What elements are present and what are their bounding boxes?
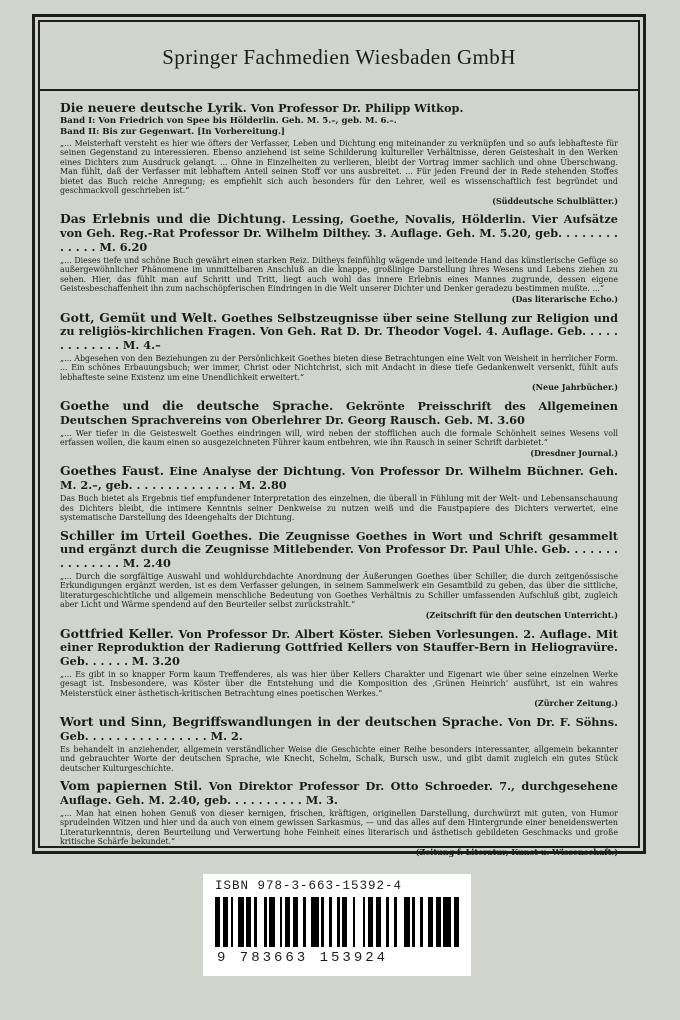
- book-heading: [60, 100, 618, 116]
- review-source: (Zürcher Zeitung.): [534, 698, 618, 709]
- book-entry: [60, 714, 618, 773]
- book-entry: [60, 778, 618, 857]
- review-quote: „... Dieses tiefe und schöne Buch gewährt einen starken Reiz. Diltheys feinfühlig wägende und leitende Hand das künstlerische Gefüge so außergewöhnlicher Phänomene im unmittelbaren Anschluß an die knappe, großlinige Darstellung ihres Wesens und Lebens ziehen zu sehen. Hier, das fühlt man auf Schritt und Tritt, liegt auch wohl das innere Erlebnis eines Mannes zugrunde, dessen eigene Geistesbeschaffenheit ihn zum nachschöpferischen Eindringen in die Welt unserer Dichter und Denker geradezu bestimmen mußte. ...“: [60, 255, 618, 294]
- book-title: Gott, Gemüt und Welt.: [60, 309, 218, 325]
- book-title: Schiller im Urteil Goethes.: [60, 527, 253, 543]
- book-title: Die neuere deutsche Lyrik.: [60, 100, 247, 115]
- book-heading: [60, 463, 618, 493]
- book-heading: [60, 211, 618, 254]
- book-title: Goethe und die deutsche Sprache.: [60, 398, 334, 414]
- book-title: Vom papiernen Stil.: [60, 778, 203, 794]
- book-heading-rest: Gekrönte Preisschrift des Allgemeinen Deutschen Sprachvereins von Oberlehrer Dr. Georg Rausch. Geb. M. 3.60: [60, 399, 618, 427]
- book-entry: [60, 626, 618, 710]
- review-quote: „... Man hat einen hohen Genuß von dieser kernigen, frischen, kräftigen, originellen Darstellung, durchwürzt mit guten, von Humor sprudelnden Witzen und hier und da auch von einem gewissen Sarkasmus, — und das alles auf dem Hintergrunde einer beneidenswerten Literaturkenntnis, deren Beurteilung und Verwertung hohe Feinheit eines literarisch und ästhetisch gebildeten Geschmacks und große kritische Schärfe bekundet.“: [60, 808, 618, 847]
- book-subline: Band I: Von Friedrich von Spee bis Hölderlin. Geh. M. 5.–, geb. M. 6.–.: [60, 115, 397, 126]
- book-title: Das Erlebnis und die Dichtung.: [60, 211, 286, 227]
- page-border-inner: [38, 20, 640, 857]
- review-quote: „... Abgesehen von den Beziehungen zu der Persönlichkeit Goethes bieten diese Betrachtungen eine Welt von Weisheit in herrlicher Form. ... Ein schönes Erbauungsbuch; wer immer, Christ oder Nichtchrist, sich mit Andacht in diese tiefe Gedankenwelt versenkt, fühlt aufs lebhafteste seine Existenz um eine Unendlichkeit erweitert.“: [60, 353, 618, 382]
- book-heading-rest: Von Direktor Professor Dr. Otto Schroeder. 7., durchgesehene Auflage. Geh. M. 2.40, geb. . . . . . . . . . M. 3.: [60, 779, 618, 807]
- page-border: [32, 14, 646, 857]
- book-heading: [60, 528, 618, 571]
- review-quote: „... Durch die sorgfältige Auswahl und wohldurchdachte Anordnung der Äußerungen Goethes über Schiller, die durch zeitgenössische Erkundigungen ergänzt werden, ist es dem Verfasser gelungen, in seinem Sammelwerk ein Gesamtbild zu geben, das über die sittliche, literaturgeschichtliche und allgemein menschliche Bedeutung von Goethes Verhältnis zu Schiller umfassenden Aufschluß gibt, zugleich aber Licht und Wärme spendend auf den Beurteiler selbst zurückstrahlt.“: [60, 571, 618, 610]
- book-heading: [60, 714, 618, 744]
- publisher-name: Springer Fachmedien Wiesbaden GmbH: [40, 22, 638, 91]
- book-heading-rest: Lessing, Goethe, Novalis, Hölderlin. Vier Aufsätze von Geh. Reg.-Rat Professor Dr. Wilhelm Dilthey. 3. Auflage. Geh. M. 5.20, geb. . . . . . . . . . . . . M. 6.20: [60, 212, 618, 255]
- book-heading: [60, 310, 618, 353]
- catalog-content: [40, 91, 638, 857]
- book-heading-rest: Goethes Selbstzeugnisse über seine Stellung zur Religion und zu religiös-kirchlichen Fragen. Von Geh. Rat D. Dr. Theodor Vogel. 4. Auflage. Geb. . . . . . . . . . . . . M. 4.–: [60, 310, 618, 353]
- book-subline: Band II: Bis zur Gegenwart. [In Vorbereitung.]: [60, 126, 286, 137]
- review-quote: „... Meisterhaft versteht es hier wie öfters der Verfasser, Leben und Dichtung eng miteinander zu verknüpfen und so aufs lebhafteste für seinen Gegenstand zu interessieren. Ebenso anziehend ist seine Schilderung kultureller Verhältnisse, deren Geisteshalt in den Werken eines Dichters zum Ausdruck gelangt. ... Ohne in Einzelheiten zu verlieren, bleibt der Vortrag immer sachlich und ohne Überschwang. Man fühlt, daß der Verfasser mit lebhaftem Anteil seinen Stoff vor uns ausbreitet. ... Für jeden Freund der in Rede stehenden Stoffes bietet das Buch reiche Anregung; es empfiehlt sich auch besonders für den Lehrer, weil es wissenschaftlich fest begründet und geschmackvoll geschrieben ist.“: [60, 138, 618, 196]
- book-heading: [60, 626, 618, 669]
- book-title: Wort und Sinn, Begriffswandlungen in der deutschen Sprache.: [60, 714, 503, 730]
- book-title: Gottfried Keller.: [60, 625, 174, 641]
- book-entry: [60, 463, 618, 522]
- review-quote: Das Buch bietet als Ergebnis tief empfundener Interpretation des einzelnen, die überall in Fühlung mit der Welt- und Lebensanschauung des Dichters bleibt, die intimere Kenntnis seiner Denkweise zu nutzen weiß und die Faustpapiere des Dichters verwertet, eine systematische Darstellung des Ideengehalts der Dichtung.: [60, 494, 618, 523]
- review-source: (Das literarische Echo.): [511, 293, 618, 304]
- review-source: (Süddeutsche Schulblätter.): [492, 195, 618, 206]
- review-source: (Dresdner Journal.): [530, 447, 618, 458]
- book-heading-rest: Von Dr. F. Söhns. Geb. . . . . . . . . . . . . . . . M. 2.: [60, 715, 618, 743]
- book-heading-rest: Eine Analyse der Dichtung. Von Professor Dr. Wilhelm Büchner. Geh. M. 2.–, geb. . . . . . . . . . . . . . M. 2.80: [60, 464, 618, 493]
- book-entry: [60, 100, 618, 206]
- book-heading-rest: Die Zeugnisse Goethes in Wort und Schrift gesammelt und ergänzt durch die Zeugnisse Mitlebender. Von Professor Dr. Paul Uhle. Geb. . . . . . . . . . . . . . . M. 2.40: [60, 528, 618, 571]
- book-entry: [60, 528, 618, 621]
- book-heading: [60, 398, 618, 428]
- isbn-label: ISBN 978-3-663-15392-4: [215, 879, 403, 893]
- book-title: Goethes Faust.: [60, 463, 165, 479]
- isbn-digits: 9 783663 153924: [217, 950, 389, 966]
- review-quote: „... Es gibt in so knapper Form kaum Treffenderes, als was hier über Kellers Charakter und Eigenart wie über seine einzelnen Werke gesagt ist. Insbesondere, was Köster über die Entstehung und die Komposition des ‚Grünen Heinrich‘ ausführt, ist ein wahres Meisterstück einer ästhetisch-kritischen Betrachtung eines poetischen Werkes.“: [60, 669, 618, 698]
- book-entry: [60, 310, 618, 394]
- review-quote: Es behandelt in anziehender, allgemein verständlicher Weise die Geschichte einer Reihe besonders interessanter, allgemein bekannter und gebrauchter Worte der deutschen Sprache, wie Knecht, Schelm, Schalk, Bursch usw., und gibt damit zugleich ein gutes Stück deutscher Kulturgeschichte.: [60, 744, 618, 773]
- book-entry: [60, 211, 618, 304]
- review-source: (Neue Jahrbücher.): [531, 382, 618, 393]
- book-entry: [60, 398, 618, 458]
- review-quote: „... Wer tiefer in die Geisteswelt Goethes eindringen will, wird neben der stofflichen auch die formale Schönheit seines Wesens voll erfassen wollen, die kaum einen so ausgezeichneten Führer kaum entbehren, wie ihn Rausch in seiner Schrift darbietet.“: [60, 428, 618, 448]
- book-heading: [60, 778, 618, 808]
- isbn-block: [203, 874, 471, 976]
- review-source: (Zeitschrift für den deutschen Unterricht.): [425, 609, 618, 620]
- book-heading-rest: Von Professor Dr. Philipp Witkop.: [246, 101, 464, 115]
- barcode: [215, 897, 459, 947]
- review-source: (Zeitung f. Literatur, Kunst u. Wissenschaft.): [415, 846, 618, 857]
- book-heading-rest: Von Professor Dr. Albert Köster. Sieben Vorlesungen. 2. Auflage. Mit einer Reproduktion der Radierung Gottfried Kellers von Stauffer-Bern in Heliogravüre. Geb. . . . . . M. 3.20: [60, 626, 618, 669]
